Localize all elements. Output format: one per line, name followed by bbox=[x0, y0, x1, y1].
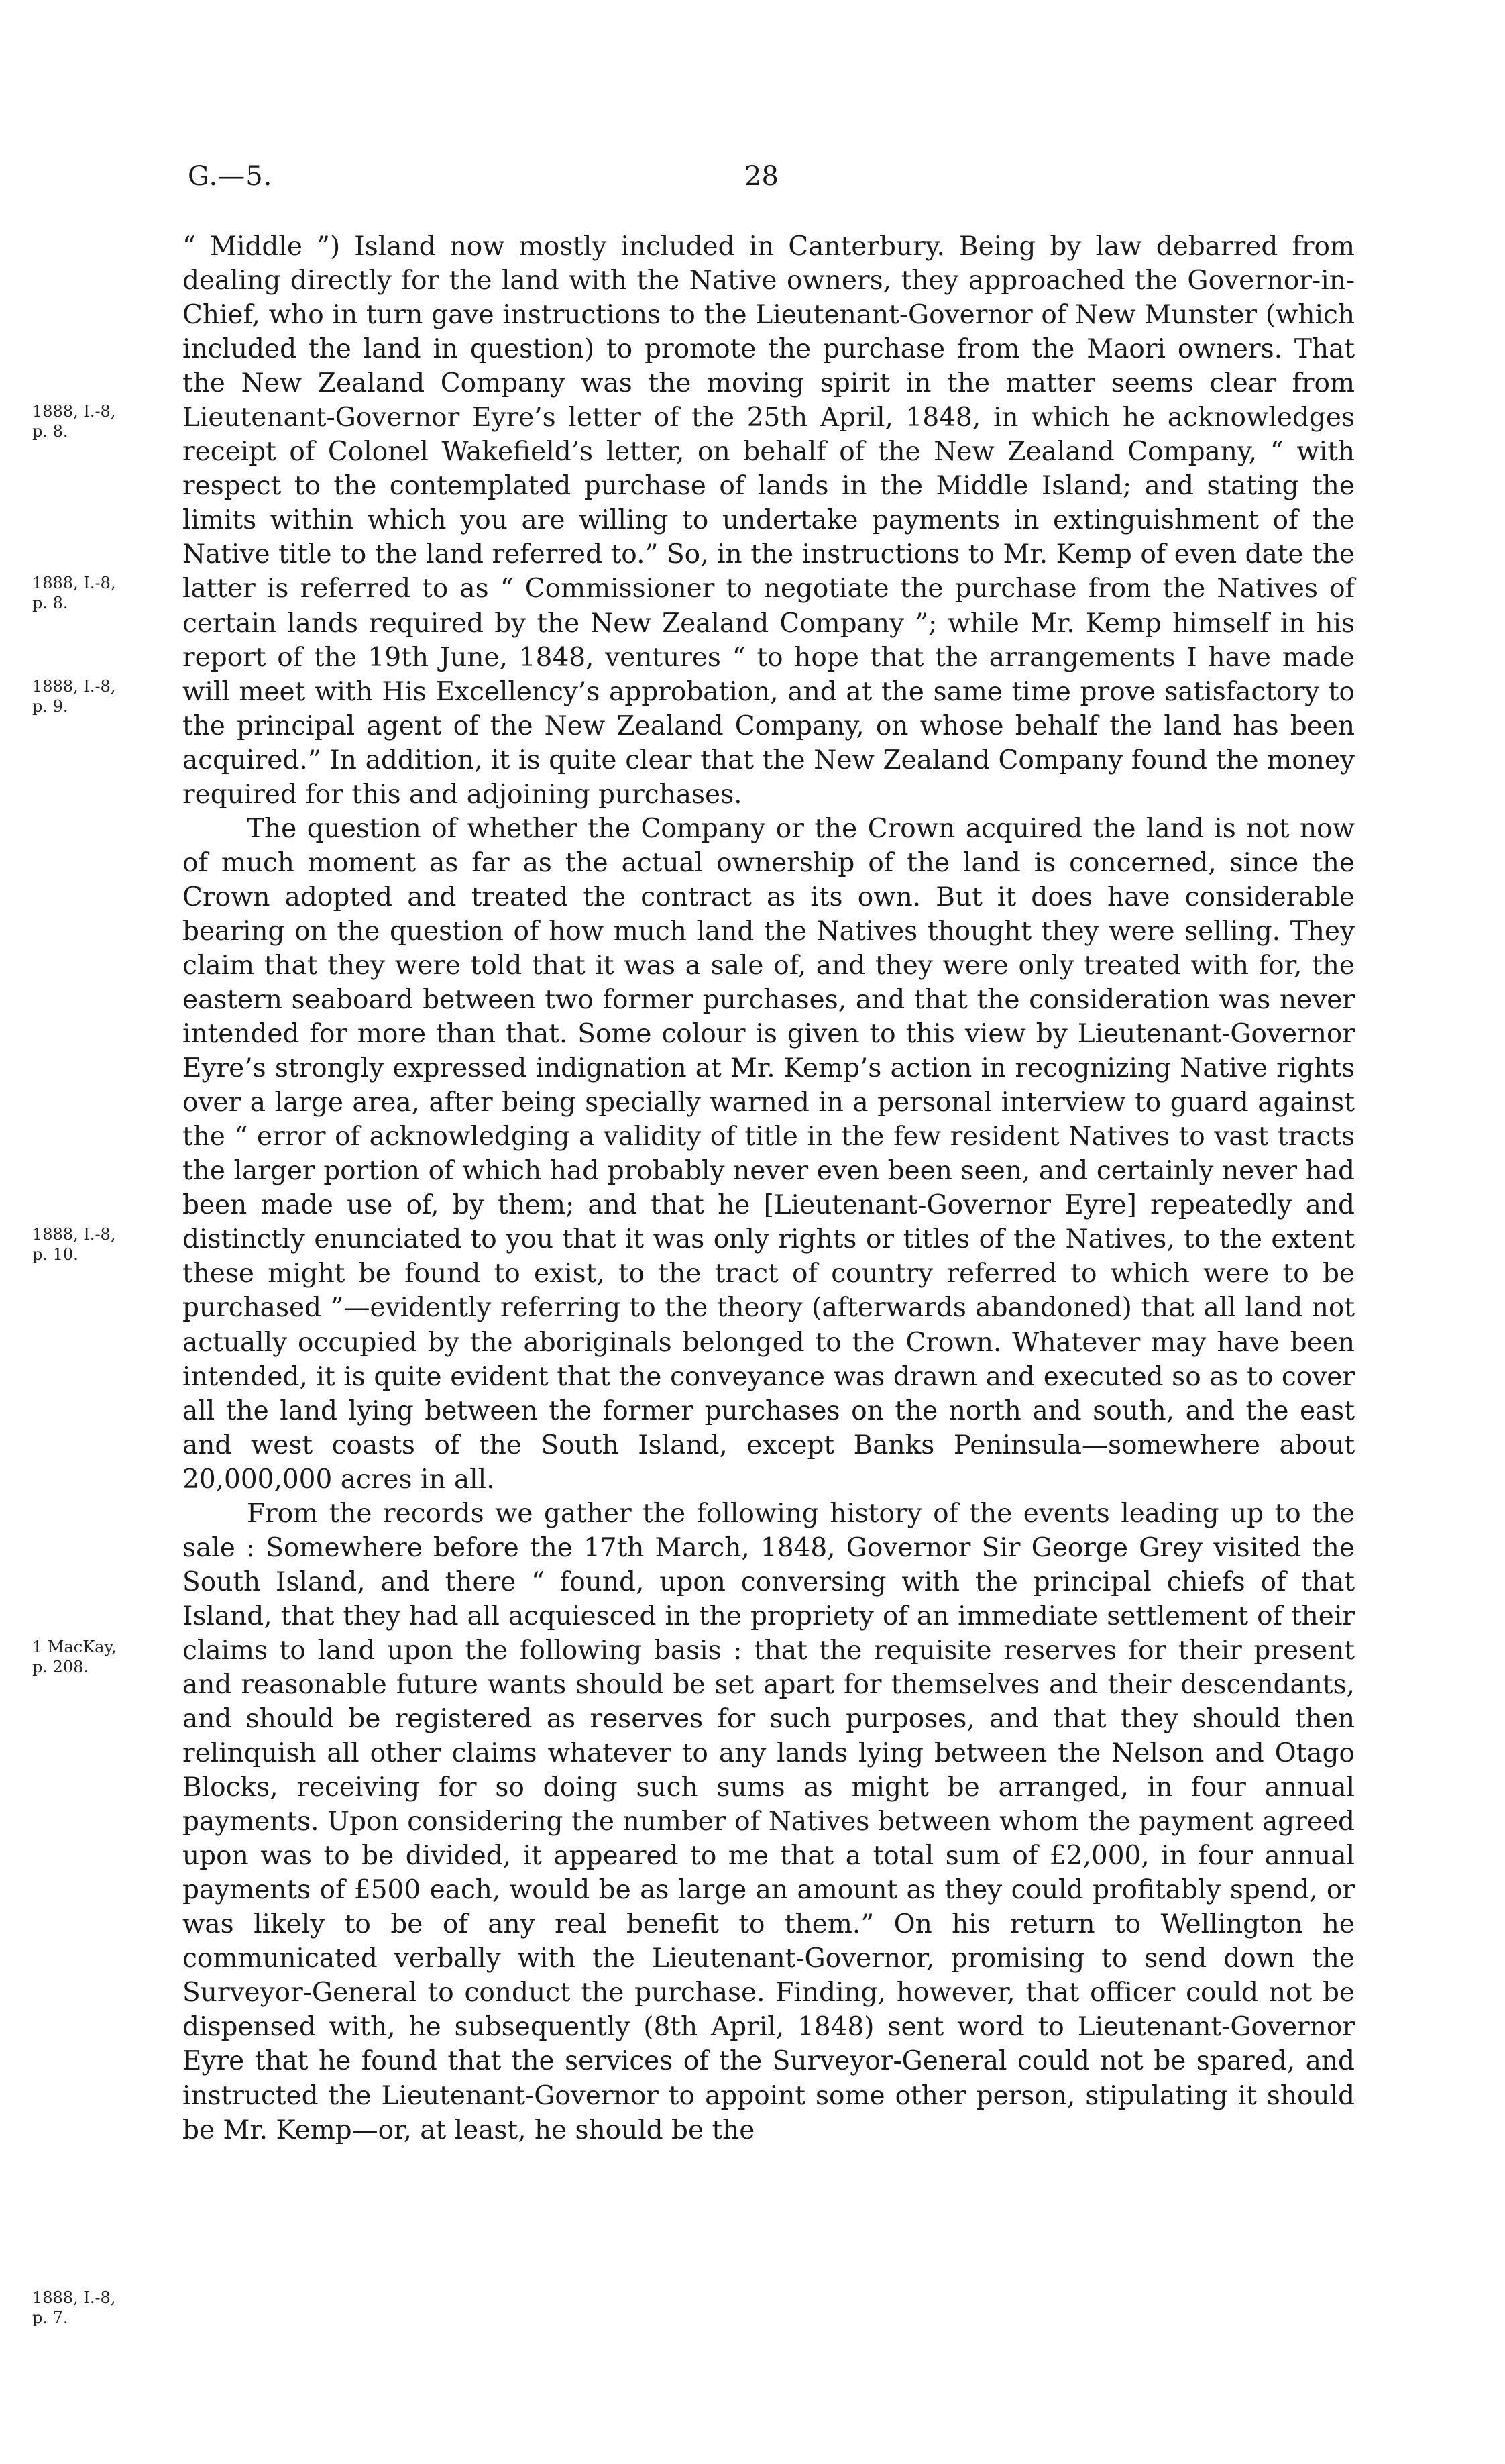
margin-note bbox=[32, 401, 173, 441]
margin-note-line: 1888, I.-8, bbox=[32, 677, 116, 696]
margin-note-line: p. 9. bbox=[32, 697, 68, 716]
margin-note-line: p. 10. bbox=[32, 1245, 78, 1264]
paragraph: From the records we gather the following history of the events leading up to the sale : Somewhere before the 17th March, 1848, Governor Sir George Grey visited the South Island, and there “ found, upon conversing with the principal chiefs of that Island, that they had all acquiesced in the propriety of an immediate settlement of their claims to land upon the following basis : that the requisite reserves for their present and reasonable future wants should be set apart for themselves and their descendants, and should be registered as reserves for such purposes, and that they should then relinquish all other claims whatever to any lands lying between the Nelson and Otago Blocks, receiving for so doing such sums as might be arranged, in four annual payments. Upon considering the number of Natives between whom the payment agreed upon was to be divided, it appeared to me that a total sum of £2,000, in four annual payments of £500 each, would be as large an amount as they could profitably spend, or was likely to be of any real benefit to them.” On his return to Wellington he communicated verbally with the Lieutenant-Governor, promising to send down the Surveyor-General to conduct the purchase. Finding, however, that officer could not be dispensed with, he subsequently (8th April, 1848) sent word to Lieutenant-Governor Eyre that he found that the services of the Surveyor-General could not be spared, and instructed the Lieutenant-Governor to appoint some other person, stipulating it should be Mr. Kemp—or, at least, he should be the bbox=[182, 1498, 1355, 2145]
margin-note-line: p. 7. bbox=[32, 2308, 68, 2327]
margin-note bbox=[32, 573, 173, 613]
body-text bbox=[182, 229, 1355, 2147]
margin-note-line: 1888, I.-8, bbox=[32, 2288, 116, 2307]
margin-note bbox=[32, 676, 173, 716]
margin-note-line: p. 8. bbox=[32, 594, 68, 612]
document-code: G.—5. bbox=[188, 161, 273, 192]
margin-note-line: p. 208. bbox=[32, 1658, 89, 1676]
page-number: 28 bbox=[744, 161, 779, 192]
margin-note-line: 1888, I.-8, bbox=[32, 574, 116, 592]
margin-note bbox=[32, 1224, 173, 1265]
margin-note bbox=[32, 1637, 173, 1677]
paragraph: The question of whether the Company or the Crown acquired the land is not now of much moment as far as the actual ownership of the land is concerned, since the Crown adopted and treated the contract as its own. But it does have considerable bearing on the question of how much land the Natives thought they were selling. They claim that they were told that it was a sale of, and they were only treated with for, the eastern seaboard between two former purchases, and that the consideration was never intended for more than that. Some colour is given to this view by Lieutenant-Governor Eyre’s strongly expressed indignation at Mr. Kemp’s action in recognizing Native rights over a large area, after being specially warned in a personal interview to guard against the “ error of acknowledging a validity of title in the few resident Natives to vast tracts the larger portion of which had probably never even been seen, and certainly never had been made use of, by them; and that he [Lieutenant-Governor Eyre] repeatedly and distinctly enunciated to you that it was only rights or titles of the Natives, to the extent these might be found to exist, to the tract of country referred to which were to be purchased ”—evidently referring to the theory (afterwards abandoned) that all land not actually occupied by the aboriginals belonged to the Crown. Whatever may have been intended, it is quite evident that the conveyance was drawn and executed so as to cover all the land lying between the former purchases on the north and south, and the east and west coasts of the South Island, except Banks Peninsula—somewhere about 20,000,000 acres in all. bbox=[182, 813, 1355, 1495]
margin-note-line: 1888, I.-8, bbox=[32, 1225, 116, 1244]
paragraph: “ Middle ”) Island now mostly included in Canterbury. Being by law debarred from dealing directly for the land with the Native owners, they approached the Governor-in-Chief, who in turn gave instructions to the Lieutenant-Governor of New Munster (which included the land in question) to promote the purchase from the Maori owners. That the New Zealand Company was the moving spirit in the matter seems clear from Lieutenant-Governor Eyre’s letter of the 25th April, 1848, in which he acknowledges receipt of Colonel Wakefield’s letter, on behalf of the New Zealand Company, “ with respect to the contemplated purchase of lands in the Middle Island; and stating the limits within which you are willing to undertake payments in extinguishment of the Native title to the land referred to.” So, in the instructions to Mr. Kemp of even date the latter is referred to as “ Commissioner to negotiate the purchase from the Natives of certain lands required by the New Zealand Company ”; while Mr. Kemp himself in his report of the 19th June, 1848, ventures “ to hope that the arrangements I have made will meet with His Excellency’s approbation, and at the same time prove satisfactory to the principal agent of the New Zealand Company, on whose behalf the land has been acquired.” In addition, it is quite clear that the New Zealand Company found the money required for this and adjoining purchases. bbox=[182, 231, 1355, 810]
margin-note-line: 1 MacKay, bbox=[32, 1638, 117, 1656]
margin-note-line: 1888, I.-8, bbox=[32, 402, 116, 421]
margin-note-line: p. 8. bbox=[32, 422, 68, 441]
margin-note bbox=[32, 2288, 173, 2328]
page-header bbox=[0, 161, 1505, 201]
